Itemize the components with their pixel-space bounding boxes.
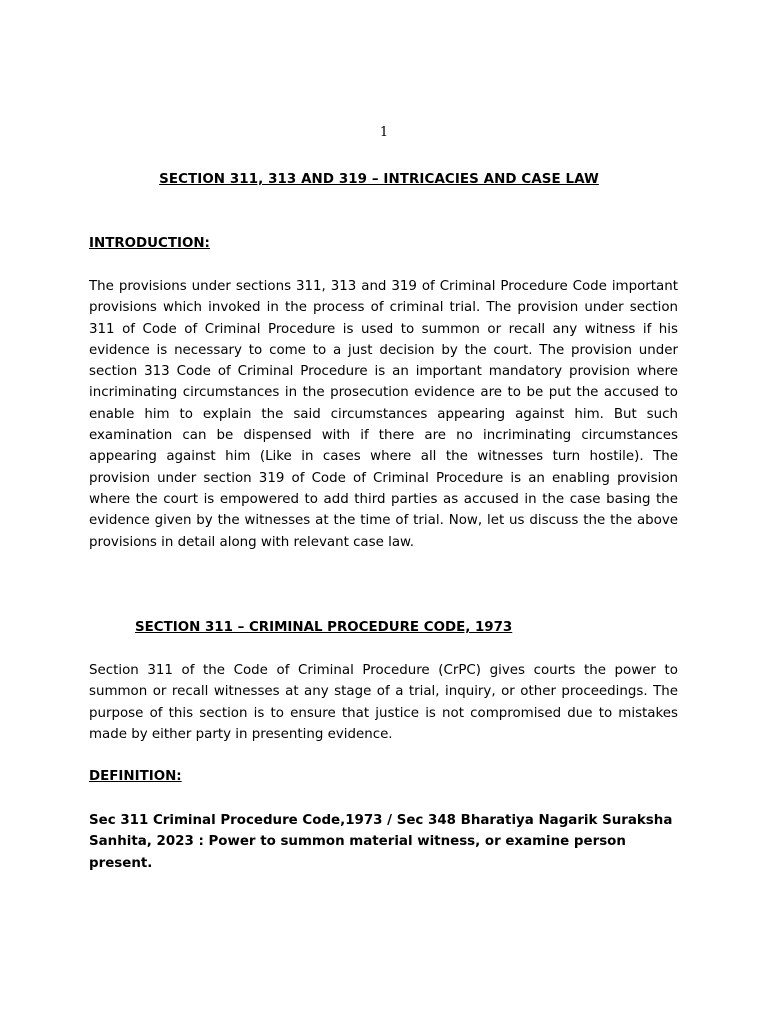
definition-heading: DEFINITION: <box>89 769 182 784</box>
definition-text: Sec 311 Criminal Procedure Code,1973 / Sec 348 Bharatiya Nagarik Suraksha Sanhita, 2023 : Power to summon material witness, or examine person present. <box>89 813 673 871</box>
page-number: 1 <box>379 125 389 140</box>
introduction-paragraph: The provisions under sections 311, 313 and 319 of Criminal Procedure Code important provisions which invoked in the process of criminal trial. The provision under section 311 of Code of Criminal Procedure is used to summon or recall any witness if his evidence is necessary to come to a just decision by the court. The provision under section 313 Code of Criminal Procedure is an important mandatory provision where incriminating circumstances in the prosecution evidence are to be put the accused to enable him to explain the said circumstances appearing against him. But such examination can be dispensed with if there are no incriminating circumstances appearing against him (Like in cases where all the witnesses turn hostile). The provision under section 319 of Code of Criminal Procedure is an enabling provision where the court is empowered to add third parties as accused in the case basing the evidence given by the witnesses at the time of trial. Now, let us discuss the the above provisions in detail along with relevant case law. <box>89 279 678 550</box>
section-311-paragraph: Section 311 of the Code of Criminal Procedure (CrPC) gives courts the power to summon or recall witnesses at any stage of a trial, inquiry, or other proceedings. The purpose of this section is to ensure that justice is not compromised due to mistakes made by either party in presenting evidence. <box>89 663 678 742</box>
introduction-heading: INTRODUCTION: <box>89 236 210 251</box>
section-311-heading: SECTION 311 – CRIMINAL PROCEDURE CODE, 1973 <box>135 620 513 635</box>
document-title: SECTION 311, 313 AND 319 – INTRICACIES AND CASE LAW <box>159 172 599 187</box>
